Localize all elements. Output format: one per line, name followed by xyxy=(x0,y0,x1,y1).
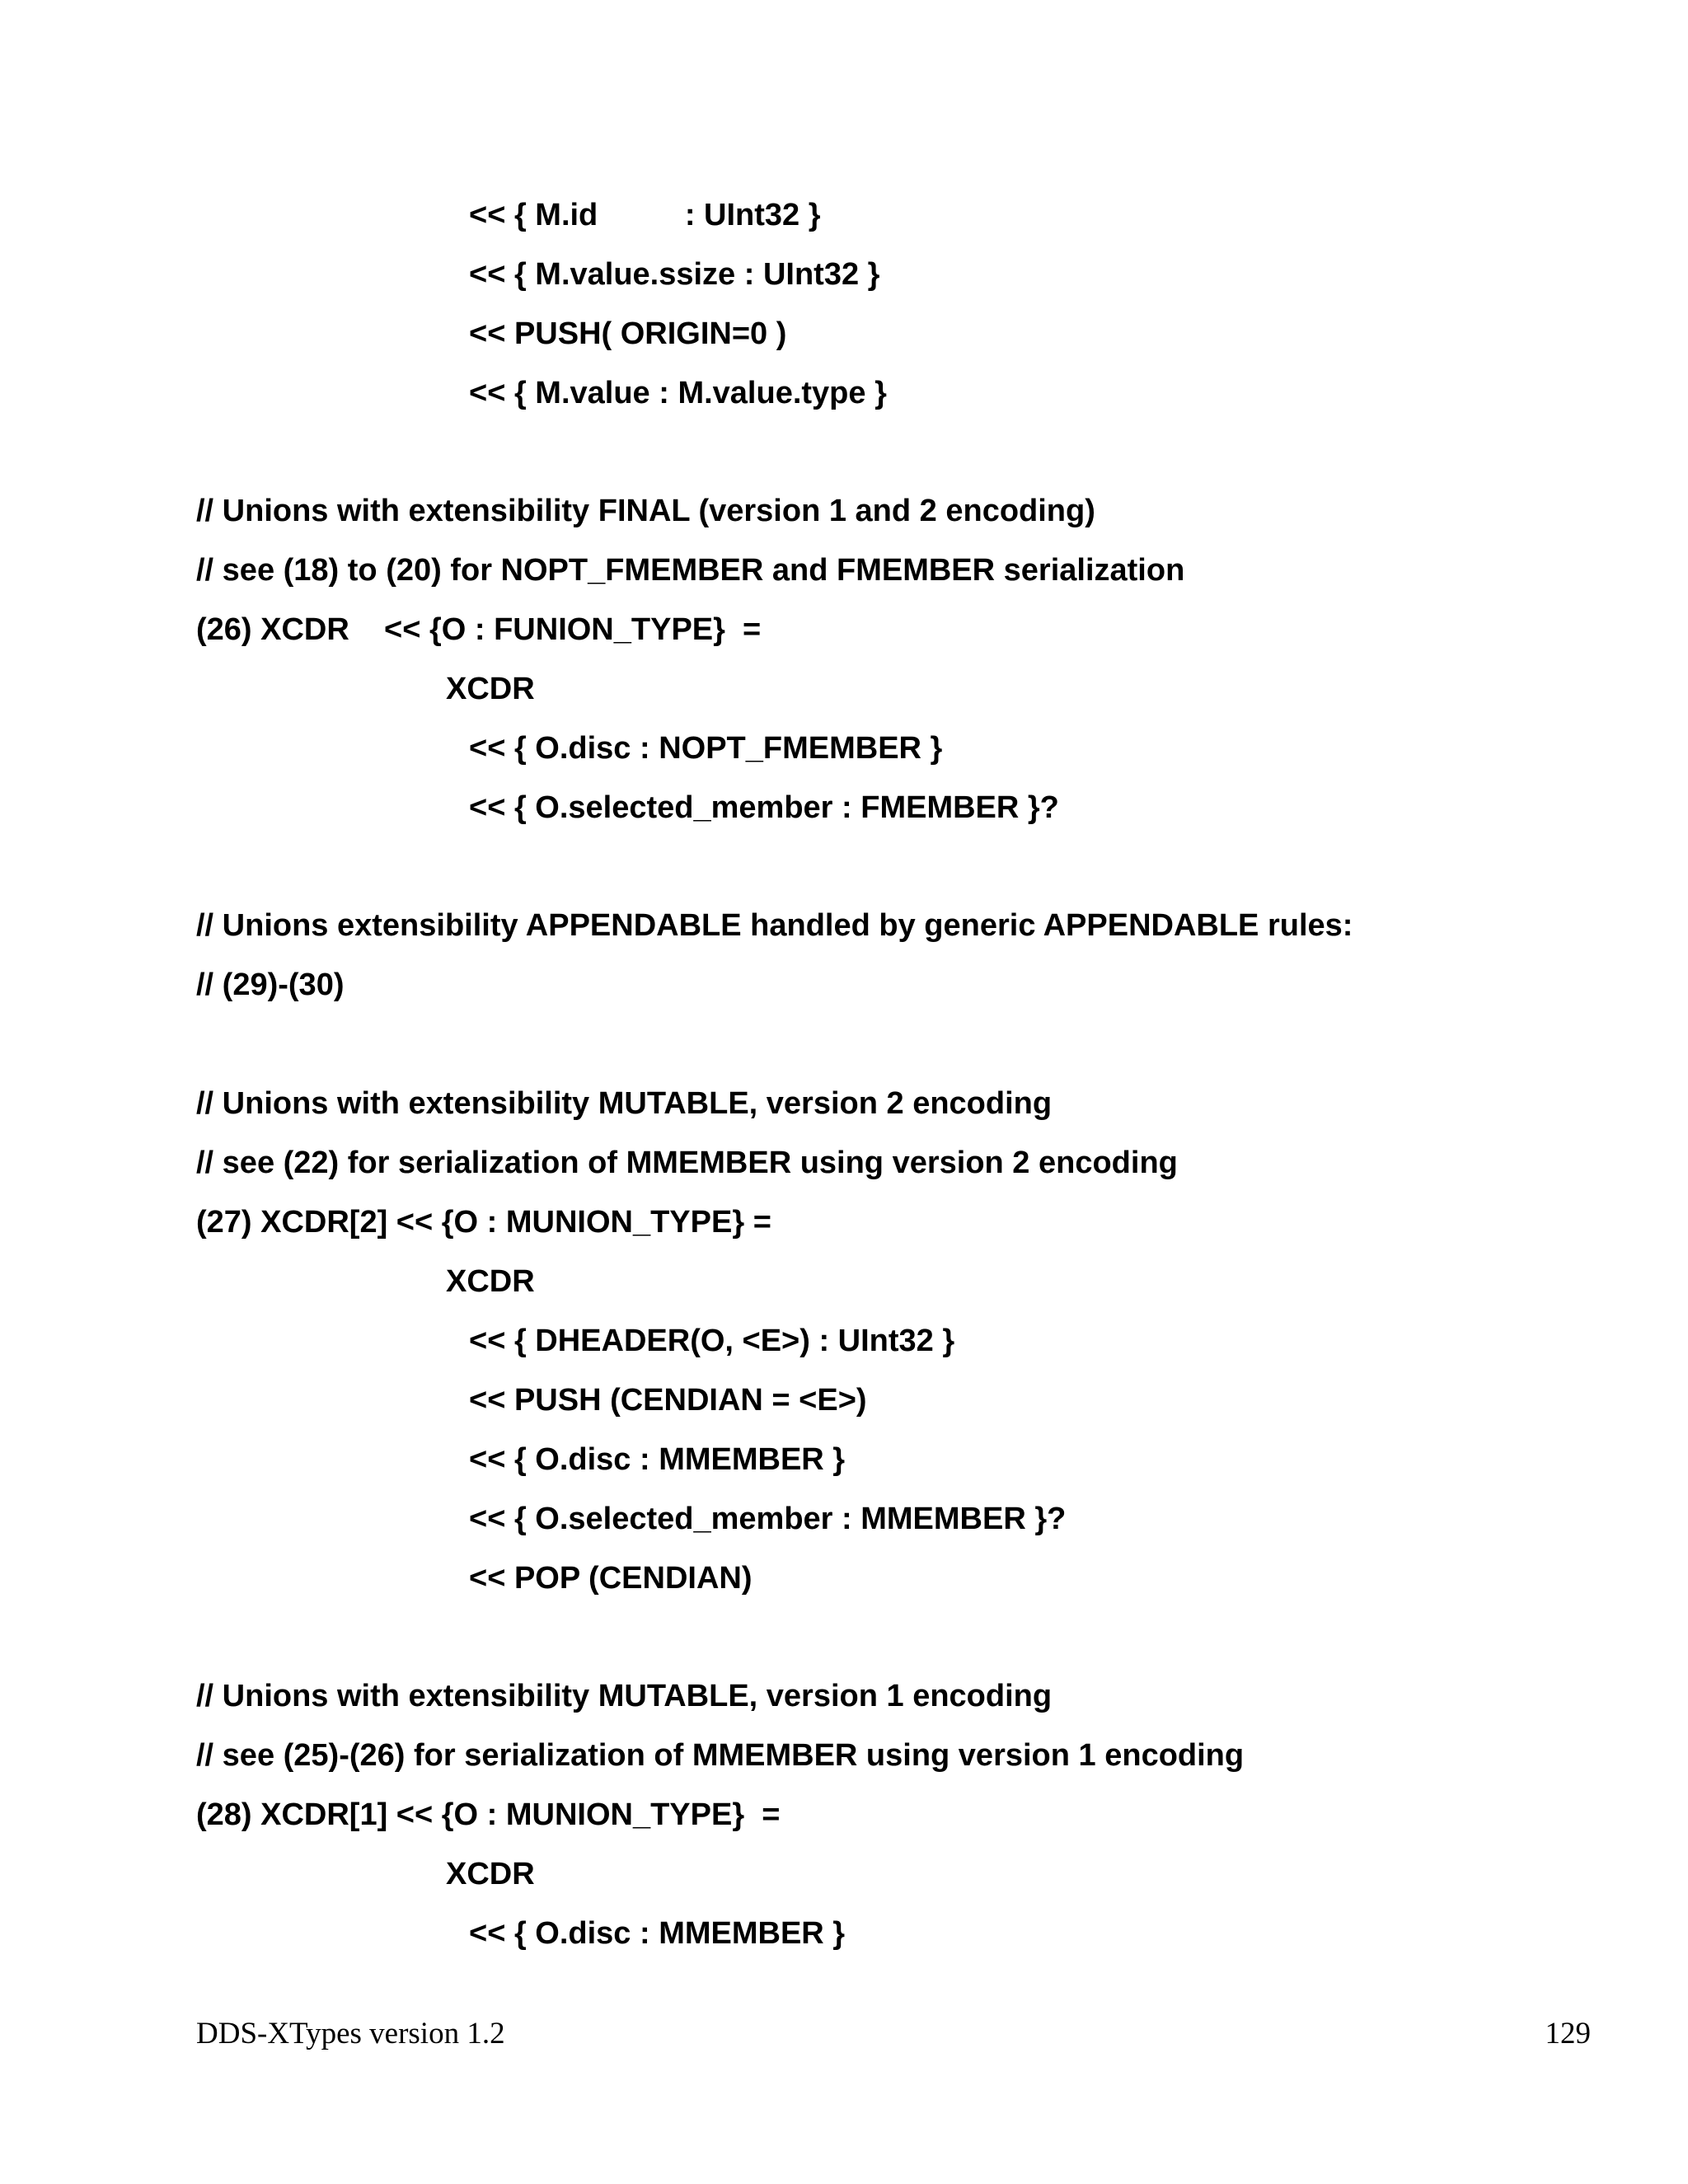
code-comment: // Unions with extensibility FINAL (version 1 and 2 encoding) xyxy=(196,494,1095,528)
code-line: << { O.disc : MMEMBER } xyxy=(469,1442,846,1477)
code-line: << { O.selected_member : FMEMBER }? xyxy=(469,790,1059,825)
rule-27-header: (27) XCDR[2] << {O : MUNION_TYPE} = xyxy=(196,1205,771,1240)
footer-page-number: 129 xyxy=(1545,2017,1591,2050)
rule-26-header: (26) XCDR << {O : FUNION_TYPE} = xyxy=(196,612,762,647)
code-line: << { O.disc : NOPT_FMEMBER } xyxy=(469,731,943,766)
code-line: << { M.value : M.value.type } xyxy=(469,376,887,410)
code-line: << { O.selected_member : MMEMBER }? xyxy=(469,1502,1067,1536)
code-line: XCDR xyxy=(446,1857,535,1891)
code-line: << { DHEADER(O, <E>) : UInt32 } xyxy=(469,1324,955,1358)
code-comment: // Unions extensibility APPENDABLE handled by generic APPENDABLE rules: xyxy=(196,908,1353,943)
code-line: << PUSH (CENDIAN = <E>) xyxy=(469,1383,867,1418)
code-line: << { M.id : UInt32 } xyxy=(469,198,821,232)
code-line: << { O.disc : MMEMBER } xyxy=(469,1916,846,1951)
footer-doc-title: DDS-XTypes version 1.2 xyxy=(196,2017,505,2050)
code-line: << { M.value.ssize : UInt32 } xyxy=(469,257,880,292)
code-comment: // see (25)-(26) for serialization of MMEMBER using version 1 encoding xyxy=(196,1738,1245,1773)
rule-28-header: (28) XCDR[1] << {O : MUNION_TYPE} = xyxy=(196,1797,781,1832)
code-line: XCDR xyxy=(446,672,535,706)
code-comment: // see (22) for serialization of MMEMBER using version 2 encoding xyxy=(196,1146,1178,1180)
code-comment: // see (18) to (20) for NOPT_FMEMBER and FMEMBER serialization xyxy=(196,553,1185,588)
code-line: << POP (CENDIAN) xyxy=(469,1561,753,1596)
code-line: XCDR xyxy=(446,1264,535,1299)
code-line: << PUSH( ORIGIN=0 ) xyxy=(469,316,787,351)
code-comment: // (29)-(30) xyxy=(196,968,345,1002)
code-comment: // Unions with extensibility MUTABLE, version 1 encoding xyxy=(196,1679,1053,1713)
code-comment: // Unions with extensibility MUTABLE, version 2 encoding xyxy=(196,1086,1053,1121)
